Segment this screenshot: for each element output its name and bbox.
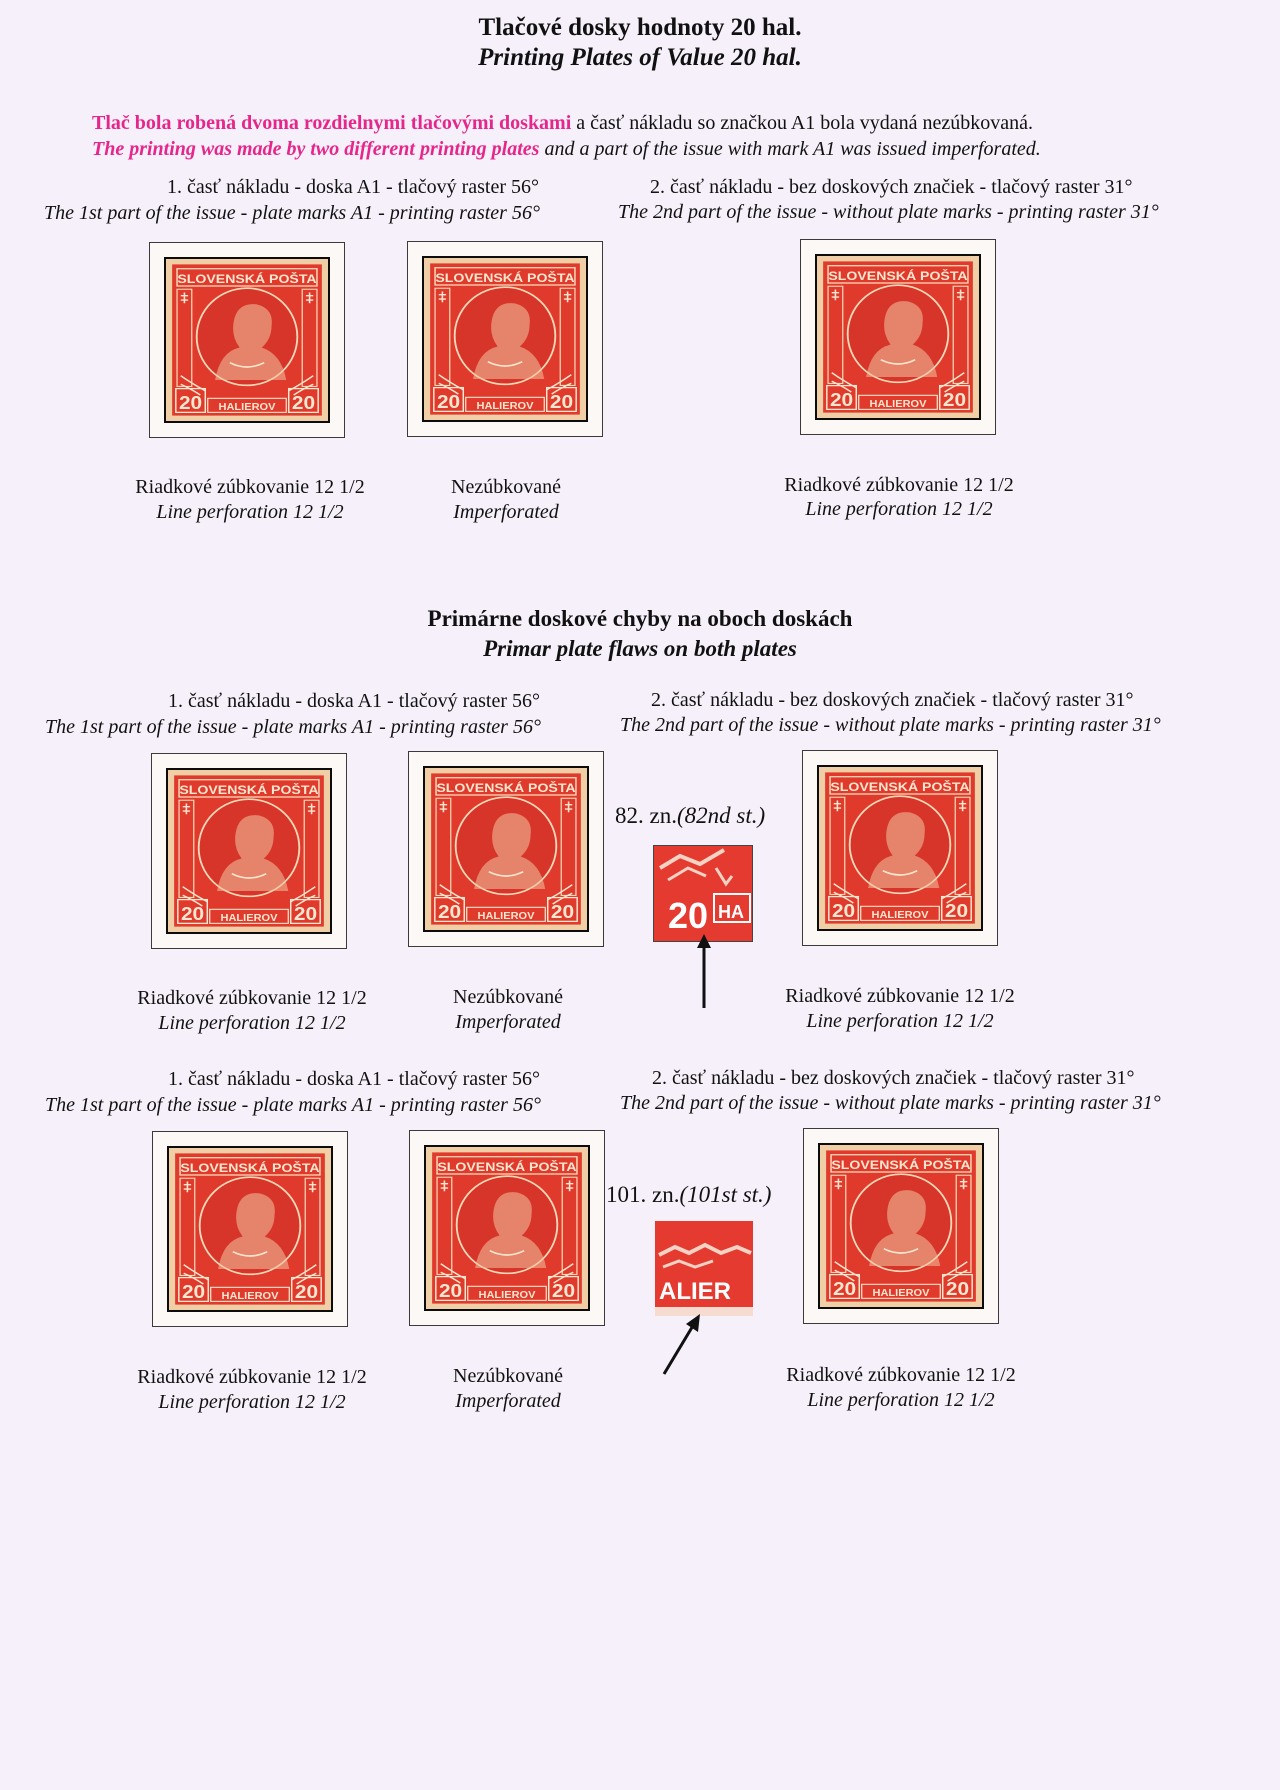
stamp-perforated bbox=[149, 242, 345, 438]
stamp-top-text: SLOVENSKÁ POŠTA bbox=[179, 782, 319, 797]
stamp-perforated bbox=[152, 1131, 348, 1327]
part1-sk: 1. časť nákladu - doska A1 - tlačový raster 56° bbox=[168, 690, 540, 712]
stamp-bottom-text: HALIEROV bbox=[218, 402, 276, 414]
section2-title: Primárne doskové chyby na oboch doskách bbox=[427, 606, 853, 631]
part2-sk: 2. časť nákladu - bez doskových značiek - tlačový raster 31° bbox=[651, 689, 1134, 711]
intro-sk-highlight: Tlač bola robená dvoma rozdielnymi tlačovými doskami bbox=[92, 112, 572, 134]
part1-en: The 1st part of the issue - plate marks A1 - printing raster 56° bbox=[44, 202, 540, 224]
stamp-design bbox=[820, 1145, 982, 1307]
stamp-image bbox=[819, 767, 981, 929]
stamp-value-right: 20 bbox=[294, 1282, 319, 1303]
stamp-value-left: 20 bbox=[181, 1282, 206, 1303]
page-subtitle: Printing Plates of Value 20 hal. bbox=[478, 44, 802, 71]
caption-imperf-sk: Nezúbkované bbox=[451, 476, 561, 498]
stamp-value-right: 20 bbox=[942, 390, 967, 411]
stamp-image bbox=[426, 1147, 588, 1309]
stamp-bottom-text: HALIEROV bbox=[872, 1288, 930, 1300]
stamp-design bbox=[426, 1147, 588, 1309]
flaw1-arrow-icon bbox=[694, 934, 714, 1008]
stamp-value-right: 20 bbox=[551, 1281, 576, 1302]
stamp-value-right: 20 bbox=[945, 1279, 970, 1300]
stamp-value-left: 20 bbox=[436, 392, 461, 413]
stamp-bottom-text: HALIEROV bbox=[871, 910, 929, 922]
part2-en: The 2nd part of the issue - without plate marks - printing raster 31° bbox=[620, 714, 1161, 736]
stamp-design bbox=[169, 1148, 331, 1310]
stamp-image bbox=[817, 256, 979, 418]
flaw1-detail-text: HA bbox=[718, 902, 744, 922]
stamp-value-left: 20 bbox=[829, 390, 854, 411]
flaw2-arrow-icon bbox=[660, 1312, 704, 1378]
stamp-top-text: SLOVENSKÁ POŠTA bbox=[437, 1159, 577, 1174]
part1-sk: 1. časť nákladu - doska A1 - tlačový raster 56° bbox=[168, 1068, 540, 1090]
caption-imperf-en: Imperforated bbox=[455, 1011, 561, 1033]
stamp-value-left: 20 bbox=[178, 393, 203, 414]
part2-sk: 2. časť nákladu - bez doskových značiek - tlačový raster 31° bbox=[652, 1067, 1135, 1089]
stamp-image bbox=[820, 1145, 982, 1307]
caption-imperf-en: Imperforated bbox=[453, 501, 559, 523]
stamp-bottom-text: HALIEROV bbox=[221, 1291, 279, 1303]
caption-perf-en: Line perforation 12 1/2 bbox=[805, 498, 993, 520]
stamp-design bbox=[166, 259, 328, 421]
stamp-design bbox=[817, 256, 979, 418]
stamp-image bbox=[424, 258, 586, 420]
stamp-perforated bbox=[151, 753, 347, 949]
caption-perf-sk: Riadkové zúbkovanie 12 1/2 bbox=[137, 987, 367, 1009]
flaw2-label-en: (101st st.) bbox=[679, 1182, 772, 1207]
stamp-image bbox=[169, 1148, 331, 1310]
flaw2-label-sk: 101. zn. bbox=[606, 1182, 680, 1207]
caption-imperf-en: Imperforated bbox=[455, 1390, 561, 1412]
stamp-value-right: 20 bbox=[291, 393, 316, 414]
intro-en-rest: and a part of the issue with mark A1 was issued imperforated. bbox=[544, 138, 1041, 160]
intro-sk-rest: a časť nákladu so značkou A1 bola vydaná nezúbkovaná. bbox=[576, 112, 1033, 134]
stamp-image bbox=[166, 259, 328, 421]
part2-en: The 2nd part of the issue - without plate marks - printing raster 31° bbox=[620, 1092, 1161, 1114]
caption-perf-sk: Riadkové zúbkovanie 12 1/2 bbox=[135, 476, 365, 498]
stamp-image bbox=[425, 768, 587, 930]
flaw1-label-sk: 82. zn. bbox=[615, 803, 677, 828]
flaw1-label-en: (82nd st.) bbox=[676, 803, 766, 828]
caption-imperf-sk: Nezúbkované bbox=[453, 1365, 563, 1387]
part2-sk: 2. časť nákladu - bez doskových značiek - tlačový raster 31° bbox=[650, 176, 1133, 198]
caption-imperf-sk: Nezúbkované bbox=[453, 986, 563, 1008]
flaw1-detail-number: 20 bbox=[668, 895, 709, 936]
stamp-top-text: SLOVENSKÁ POŠTA bbox=[830, 779, 970, 794]
intro-sk bbox=[92, 112, 1033, 135]
caption-perf-en: Line perforation 12 1/2 bbox=[158, 1012, 346, 1034]
stamp-imperforated bbox=[409, 1130, 605, 1326]
stamp-design bbox=[424, 258, 586, 420]
caption-perf-en: Line perforation 12 1/2 bbox=[806, 1010, 994, 1032]
stamp-value-left: 20 bbox=[832, 1279, 857, 1300]
stamp-top-text: SLOVENSKÁ POŠTA bbox=[180, 1160, 320, 1175]
part1-sk: 1. časť nákladu - doska A1 - tlačový raster 56° bbox=[167, 176, 539, 198]
intro-en-highlight: The printing was made by two different printing plates bbox=[92, 138, 540, 160]
caption-perf-en: Line perforation 12 1/2 bbox=[158, 1391, 346, 1413]
caption-perf-en: Line perforation 12 1/2 bbox=[807, 1389, 995, 1411]
flaw2-label bbox=[606, 1182, 771, 1208]
stamp-imperforated bbox=[407, 241, 603, 437]
stamp-imperforated bbox=[408, 751, 604, 947]
stamp-bottom-text: HALIEROV bbox=[869, 399, 927, 411]
stamp-design bbox=[819, 767, 981, 929]
stamp-top-text: SLOVENSKÁ POŠTA bbox=[435, 270, 575, 285]
stamp-perforated bbox=[802, 750, 998, 946]
flaw2-detail bbox=[655, 1221, 753, 1316]
caption-perf-sk: Riadkové zúbkovanie 12 1/2 bbox=[137, 1366, 367, 1388]
stamp-value-left: 20 bbox=[180, 904, 205, 925]
stamp-value-right: 20 bbox=[550, 902, 575, 923]
intro-en bbox=[92, 138, 1041, 161]
stamp-design bbox=[168, 770, 330, 932]
stamp-value-left: 20 bbox=[437, 902, 462, 923]
stamp-top-text: SLOVENSKÁ POŠTA bbox=[828, 268, 968, 283]
caption-perf-en: Line perforation 12 1/2 bbox=[156, 501, 344, 523]
flaw1-detail bbox=[653, 845, 753, 942]
stamp-value-left: 20 bbox=[831, 901, 856, 922]
caption-perf-sk: Riadkové zúbkovanie 12 1/2 bbox=[785, 985, 1015, 1007]
stamp-bottom-text: HALIEROV bbox=[477, 911, 535, 923]
stamp-value-right: 20 bbox=[944, 901, 969, 922]
stamp-bottom-text: HALIEROV bbox=[476, 401, 534, 413]
flaw2-detail-text: ALIER bbox=[659, 1278, 731, 1305]
part2-en: The 2nd part of the issue - without plate marks - printing raster 31° bbox=[618, 201, 1159, 223]
part1-en: The 1st part of the issue - plate marks A1 - printing raster 56° bbox=[45, 1094, 541, 1116]
caption-perf-sk: Riadkové zúbkovanie 12 1/2 bbox=[786, 1364, 1016, 1386]
part1-en: The 1st part of the issue - plate marks A1 - printing raster 56° bbox=[45, 716, 541, 738]
stamp-perforated bbox=[800, 239, 996, 435]
stamp-bottom-text: HALIEROV bbox=[220, 913, 278, 925]
stamp-top-text: SLOVENSKÁ POŠTA bbox=[177, 271, 317, 286]
page-title: Tlačové dosky hodnoty 20 hal. bbox=[478, 14, 802, 41]
stamp-design bbox=[425, 768, 587, 930]
section2-subtitle: Primar plate flaws on both plates bbox=[483, 636, 797, 661]
stamp-bottom-text: HALIEROV bbox=[478, 1290, 536, 1302]
stamp-value-right: 20 bbox=[549, 392, 574, 413]
stamp-top-text: SLOVENSKÁ POŠTA bbox=[831, 1157, 971, 1172]
stamp-image bbox=[168, 770, 330, 932]
stamp-value-left: 20 bbox=[438, 1281, 463, 1302]
caption-perf-sk: Riadkové zúbkovanie 12 1/2 bbox=[784, 474, 1014, 496]
stamp-top-text: SLOVENSKÁ POŠTA bbox=[436, 780, 576, 795]
flaw1-label bbox=[615, 803, 765, 829]
stamp-value-right: 20 bbox=[293, 904, 318, 925]
stamp-perforated bbox=[803, 1128, 999, 1324]
